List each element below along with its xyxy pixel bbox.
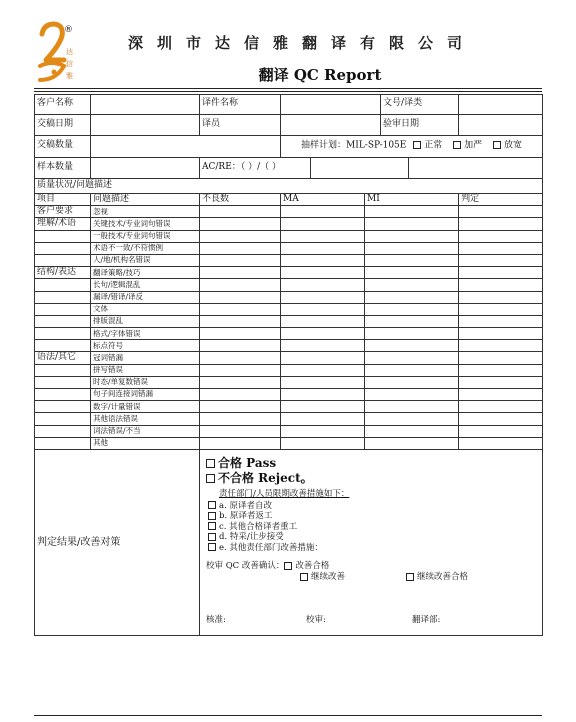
row-mi-field[interactable] [365, 206, 459, 218]
submit-qty-field[interactable] [91, 136, 281, 158]
row-ma-field[interactable] [281, 364, 365, 376]
reject-label: 不合格 Reject。 [218, 470, 313, 485]
row-category: 语法/其它 [35, 352, 91, 364]
row-ma-field[interactable] [281, 230, 365, 242]
row-judgement-field[interactable] [459, 267, 543, 279]
logo-mark-icon [34, 20, 82, 84]
row-defects-field[interactable] [200, 291, 281, 303]
quality-section-title: 质量状况/问题描述 [35, 179, 543, 194]
header-judgement: 判定 [459, 194, 543, 206]
row-defects-field[interactable] [200, 352, 281, 364]
row-mi-field[interactable] [365, 437, 459, 449]
row-category [35, 413, 91, 425]
doc-name-label: 译件名称 [200, 95, 281, 115]
company-name: 深圳市达信雅翻译有限公司 [128, 34, 477, 52]
reject-option[interactable] [206, 471, 536, 486]
row-description: 时态/单复数错误 [91, 376, 200, 388]
remedy-label: e. 其他责任部门改善措施： [219, 542, 323, 553]
row-ma-field[interactable] [281, 242, 365, 254]
table-row [35, 254, 543, 266]
header-rule-2 [34, 91, 542, 92]
row-description: 漏译/错译/译反 [91, 291, 200, 303]
row-category [35, 437, 91, 449]
qc-ok-label: 改善合格 [295, 561, 330, 572]
row-defects-field[interactable] [200, 437, 281, 449]
row-description: 词法错误/不当 [91, 425, 200, 437]
remedy-label: c. 其他合格译者重工 [219, 521, 298, 532]
table-row [35, 315, 543, 327]
row-mi-field[interactable] [365, 267, 459, 279]
plan-normal-label: 正常 [424, 140, 443, 151]
row-judgement-field[interactable] [459, 291, 543, 303]
table-row [35, 291, 543, 303]
row-category: 客户要求 [35, 206, 91, 218]
row-mi-field[interactable] [365, 230, 459, 242]
row-category [35, 425, 91, 437]
row-ma-field[interactable] [281, 425, 365, 437]
row-mi-field[interactable] [365, 279, 459, 291]
footer-rule [34, 715, 542, 716]
qc-continue-row [206, 572, 536, 583]
row-mi-field[interactable] [365, 328, 459, 340]
table-row [35, 230, 543, 242]
row-description: 一般技术/专业词句错误 [91, 230, 200, 242]
row-description: 其他语法错误 [91, 413, 200, 425]
row-mi-field[interactable] [365, 254, 459, 266]
row-category [35, 303, 91, 315]
plan-tight-label: 加严 [464, 140, 483, 151]
row-description: 关键技术/专业词句错误 [91, 218, 200, 230]
row-category [35, 328, 91, 340]
remedy-label: a. 原译者自改 [219, 500, 272, 511]
row-mi-field[interactable] [365, 352, 459, 364]
sample-extra-field[interactable] [409, 157, 543, 179]
row-ma-field[interactable] [281, 206, 365, 218]
row-defects-field[interactable] [200, 279, 281, 291]
table-row [35, 340, 543, 352]
submit-date-field[interactable] [91, 114, 200, 136]
row-mi-field[interactable] [365, 425, 459, 437]
table-row [35, 425, 543, 437]
row-category [35, 254, 91, 266]
row-judgement-field[interactable] [459, 376, 543, 388]
row-judgement-field[interactable] [459, 389, 543, 401]
row-description: 句子间连接词错漏 [91, 389, 200, 401]
row-defects-field[interactable] [200, 206, 281, 218]
row-mi-field[interactable] [365, 340, 459, 352]
row-ma-field[interactable] [281, 389, 365, 401]
row-category [35, 230, 91, 242]
sample-qty-label: 样本数量 [35, 157, 91, 179]
table-row [35, 437, 543, 449]
row-ma-field[interactable] [281, 376, 365, 388]
row-defects-field[interactable] [200, 218, 281, 230]
table-row [35, 413, 543, 425]
remedy-option[interactable] [206, 511, 536, 522]
qc-report-table [34, 94, 543, 636]
row-mi-field[interactable] [365, 218, 459, 230]
row-judgement-field[interactable] [459, 230, 543, 242]
row-mi-field[interactable] [365, 413, 459, 425]
translator-field[interactable] [281, 114, 381, 136]
svg-text:达: 达 [66, 48, 73, 56]
row-defects-field[interactable] [200, 267, 281, 279]
row-category [35, 340, 91, 352]
row-ma-field[interactable] [281, 315, 365, 327]
row-category [35, 364, 91, 376]
qc-continue-ok-checkbox[interactable] [406, 573, 414, 581]
header-ma: MA [281, 194, 365, 206]
report-title: 翻译 QC Report [258, 66, 382, 84]
table-row [35, 376, 543, 388]
plan-loose-checkbox[interactable] [493, 141, 501, 149]
row-ma-field[interactable] [281, 218, 365, 230]
dept-note: 责任部门/人员限期改善措施如下： [219, 488, 350, 499]
table-row [35, 206, 543, 218]
header-desc: 问题描述 [91, 194, 200, 206]
submit-qty-label: 交稿数量 [35, 136, 91, 158]
doc-type-field[interactable] [459, 95, 543, 115]
table-row [35, 279, 543, 291]
company-logo [34, 20, 82, 84]
row-mi-field[interactable] [365, 376, 459, 388]
row-description: 人/地/机构名错误 [91, 254, 200, 266]
row-defects-field[interactable] [200, 389, 281, 401]
row-description: 格式/字体错误 [91, 328, 200, 340]
row-mi-field[interactable] [365, 401, 459, 413]
row-defects-field[interactable] [200, 242, 281, 254]
row-judgement-field[interactable] [459, 328, 543, 340]
row-judgement-field[interactable] [459, 364, 543, 376]
row-judgement-field[interactable] [459, 425, 543, 437]
row-description: 标点符号 [91, 340, 200, 352]
row-judgement-field[interactable] [459, 279, 543, 291]
row-mi-field[interactable] [365, 389, 459, 401]
row-defects-field[interactable] [200, 303, 281, 315]
reject-checkbox[interactable] [206, 474, 215, 483]
svg-text:雅: 雅 [66, 72, 73, 80]
row-description: 其他 [91, 437, 200, 449]
row-judgement-field[interactable] [459, 315, 543, 327]
sign-approve: 核准: [206, 614, 226, 625]
row-description: 数字/计量错误 [91, 401, 200, 413]
row-description: 翻译策略/技巧 [91, 267, 200, 279]
remedy-label: d. 特采/让步接受 [219, 532, 284, 543]
row-defects-field[interactable] [200, 425, 281, 437]
submit-date-label: 交稿日期 [35, 114, 91, 136]
remedy-option[interactable] [206, 543, 536, 554]
header-defects: 不良数 [200, 194, 281, 206]
result-content [206, 456, 536, 584]
row-description: 术语不一致/不符惯例 [91, 242, 200, 254]
row-category [35, 389, 91, 401]
row-defects-field[interactable] [200, 364, 281, 376]
row-category: 理解/术语 [35, 218, 91, 230]
remedy-checkbox[interactable] [208, 543, 216, 551]
row-judgement-field[interactable] [459, 242, 543, 254]
qc-ok-checkbox[interactable] [284, 562, 292, 570]
row-ma-field[interactable] [281, 328, 365, 340]
row-category: 结构/表达 [35, 267, 91, 279]
remedy-option[interactable] [206, 532, 536, 543]
row-defects-field[interactable] [200, 413, 281, 425]
row-ma-field[interactable] [281, 340, 365, 352]
plan-normal-checkbox[interactable] [413, 141, 421, 149]
table-row [35, 389, 543, 401]
quality-rows [35, 206, 543, 450]
sampling-plan [281, 136, 543, 158]
row-ma-field[interactable] [281, 254, 365, 266]
review-date-label: 验审日期 [381, 114, 459, 136]
acre-extra-field[interactable] [311, 157, 409, 179]
row-ma-field[interactable] [281, 413, 365, 425]
qc-continue-label: 继续改善 [311, 572, 346, 583]
review-date-field[interactable] [459, 114, 543, 136]
sampling-plan-label: 抽样计划：MIL-SP-105E [301, 140, 407, 151]
header-rule [34, 88, 542, 89]
row-ma-field[interactable] [281, 279, 365, 291]
table-row [35, 218, 543, 230]
remedy-label: b. 原译者返工 [219, 511, 273, 522]
pass-checkbox[interactable] [206, 459, 215, 468]
doc-type-label: 文号/译类 [381, 95, 459, 115]
header-item: 项目 [35, 194, 91, 206]
row-category [35, 242, 91, 254]
row-defects-field[interactable] [200, 401, 281, 413]
row-judgement-field[interactable] [459, 413, 543, 425]
qc-continue-checkbox[interactable] [300, 573, 308, 581]
row-description: 排版混乱 [91, 315, 200, 327]
client-name-field[interactable] [91, 95, 200, 115]
table-row [35, 303, 543, 315]
remedy-checkbox[interactable] [208, 522, 216, 530]
row-ma-field[interactable] [281, 267, 365, 279]
registered-mark: ® [64, 25, 73, 35]
qc-confirm-row [206, 561, 536, 572]
header-mi: MI [365, 194, 459, 206]
result-cell [200, 449, 543, 635]
row-judgement-field[interactable] [459, 303, 543, 315]
translator-label: 译员 [200, 114, 281, 136]
row-judgement-field[interactable] [459, 340, 543, 352]
row-mi-field[interactable] [365, 242, 459, 254]
row-judgement-field[interactable] [459, 254, 543, 266]
result-options [206, 501, 536, 554]
row-ma-field[interactable] [281, 437, 365, 449]
row-mi-field[interactable] [365, 303, 459, 315]
row-description: 拼写错误 [91, 364, 200, 376]
row-ma-field[interactable] [281, 291, 365, 303]
row-mi-field[interactable] [365, 291, 459, 303]
row-defects-field[interactable] [200, 230, 281, 242]
sign-review: 校审: [306, 614, 326, 625]
plan-tight-checkbox[interactable] [453, 141, 461, 149]
row-description: 冠词错漏 [91, 352, 200, 364]
row-category [35, 279, 91, 291]
row-judgement-field[interactable] [459, 218, 543, 230]
pass-label: 合格 Pass [218, 455, 277, 470]
table-row [35, 401, 543, 413]
table-row [35, 352, 543, 364]
doc-name-field[interactable] [281, 95, 381, 115]
qc-continue-ok-label: 继续改善合格 [417, 572, 469, 583]
table-row [35, 364, 543, 376]
svg-text:信: 信 [66, 60, 73, 68]
remedy-checkbox[interactable] [208, 501, 216, 509]
row-defects-field[interactable] [200, 315, 281, 327]
row-defects-field[interactable] [200, 376, 281, 388]
row-judgement-field[interactable] [459, 206, 543, 218]
row-defects-field[interactable] [200, 340, 281, 352]
row-mi-field[interactable] [365, 364, 459, 376]
row-judgement-field[interactable] [459, 437, 543, 449]
row-defects-field[interactable] [200, 254, 281, 266]
row-defects-field[interactable] [200, 328, 281, 340]
row-ma-field[interactable] [281, 352, 365, 364]
qc-confirm-label: 校审 QC 改善确认： [206, 561, 285, 572]
sign-translator: 翻译部: [412, 614, 441, 625]
sample-qty-field[interactable] [91, 157, 200, 179]
row-ma-field[interactable] [281, 401, 365, 413]
row-ma-field[interactable] [281, 303, 365, 315]
table-row [35, 328, 543, 340]
row-category [35, 315, 91, 327]
plan-loose-label: 放宽 [504, 140, 523, 151]
pass-option[interactable] [206, 456, 536, 471]
client-name-label: 客户名称 [35, 95, 91, 115]
row-description: 忽视 [91, 206, 200, 218]
row-judgement-field[interactable] [459, 401, 543, 413]
row-judgement-field[interactable] [459, 352, 543, 364]
row-category [35, 376, 91, 388]
result-label: 判定结果/改善对策 [35, 449, 200, 635]
table-row [35, 242, 543, 254]
row-description: 文体 [91, 303, 200, 315]
row-mi-field[interactable] [365, 315, 459, 327]
acre-field[interactable]: AC/RE：（ ）/（ ） [200, 157, 311, 179]
remedy-checkbox[interactable] [208, 512, 216, 520]
row-description: 长句/逻辑混乱 [91, 279, 200, 291]
row-category [35, 291, 91, 303]
remedy-option[interactable] [206, 501, 536, 512]
table-row [35, 267, 543, 279]
row-category [35, 401, 91, 413]
remedy-option[interactable] [206, 522, 536, 533]
remedy-checkbox[interactable] [208, 533, 216, 541]
